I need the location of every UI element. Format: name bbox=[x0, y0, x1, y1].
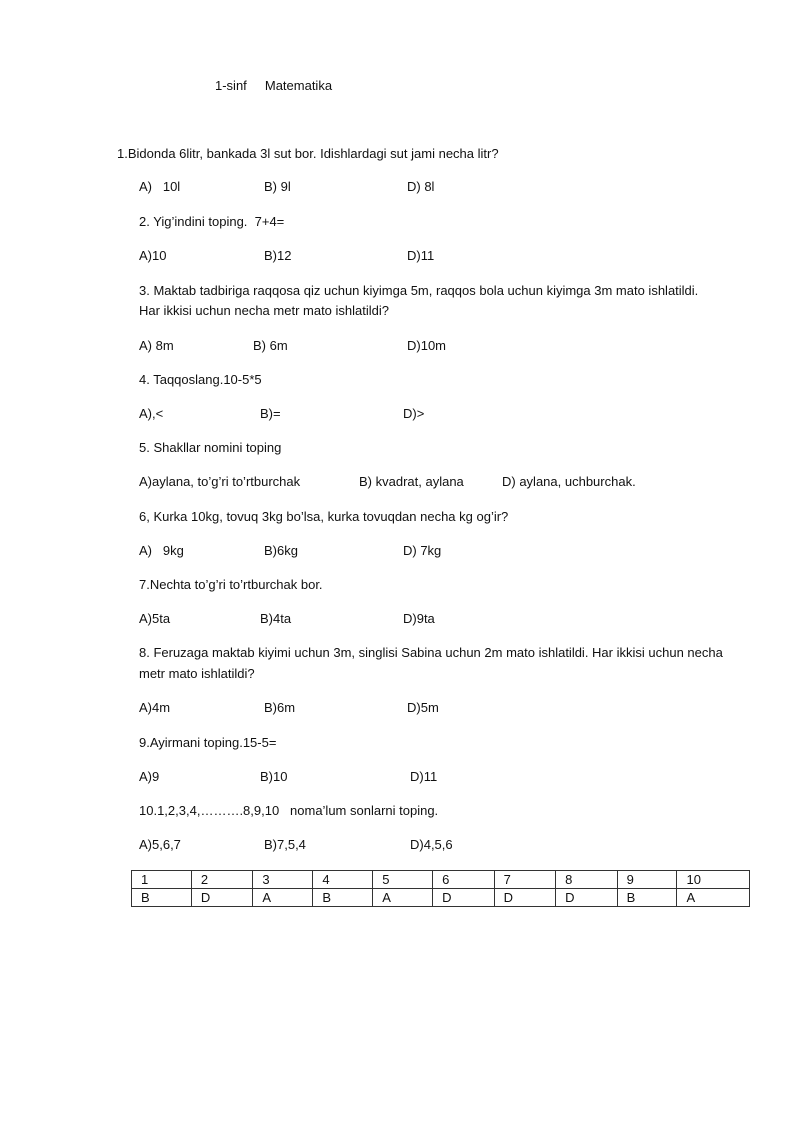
table-cell: B bbox=[132, 889, 192, 907]
table-cell: B bbox=[617, 889, 677, 907]
q2-option-d: D)11 bbox=[407, 248, 435, 263]
question-8-text-line-2: metr mato ishlatildi? bbox=[139, 666, 255, 681]
question-3-text-line-2: Har ikkisi uchun necha metr mato ishlatildi? bbox=[139, 303, 389, 318]
question-3-text-line-1: 3. Maktab tadbiriga raqqosa qiz uchun kiyimga 5m, raqqos bola uchun kiyimga 3m mato ishlatildi. bbox=[139, 283, 699, 298]
q6-option-b: B)6kg bbox=[264, 543, 298, 558]
table-cell: 7 bbox=[494, 871, 555, 889]
q9-option-b: B)10 bbox=[260, 769, 288, 784]
q10-option-b: B)7,5,4 bbox=[264, 837, 306, 852]
subject-label: Matematika bbox=[264, 78, 333, 93]
q4-option-b: B)= bbox=[260, 406, 281, 421]
q3-option-d: D)10m bbox=[407, 338, 447, 353]
table-cell: 8 bbox=[556, 871, 617, 889]
q2-option-a: A)10 bbox=[139, 248, 167, 263]
q9-option-d: D)11 bbox=[410, 769, 438, 784]
table-cell: 1 bbox=[132, 871, 192, 889]
q4-option-a: A),< bbox=[139, 406, 164, 421]
question-8-text-line-1: 8. Feruzaga maktab kiyimi uchun 3m, singlisi Sabina uchun 2m mato ishlatildi. Har ikkisi uchun necha bbox=[139, 645, 723, 660]
grade-label: 1-sinf bbox=[215, 78, 247, 93]
question-10-text: 10.1,2,3,4,……….8,9,10 noma’lum sonlarni toping. bbox=[139, 803, 439, 818]
q6-option-d: D) 7kg bbox=[403, 543, 442, 558]
question-9-text: 9.Ayirmani toping.15-5= bbox=[139, 735, 277, 750]
question-4-text: 4. Taqqoslang.10-5*5 bbox=[139, 372, 262, 387]
q1-option-a: A) 10l bbox=[139, 179, 181, 194]
table-cell: 9 bbox=[617, 871, 677, 889]
table-cell: A bbox=[253, 889, 313, 907]
answer-key-table bbox=[131, 870, 750, 907]
table-cell: 3 bbox=[253, 871, 313, 889]
q4-option-d: D)> bbox=[403, 406, 425, 421]
table-cell: B bbox=[313, 889, 373, 907]
q7-option-d: D)9ta bbox=[403, 611, 435, 626]
q5-option-d: D) aylana, uchburchak. bbox=[502, 474, 636, 489]
q8-option-d: D)5m bbox=[407, 700, 439, 715]
q8-option-b: B)6m bbox=[264, 700, 296, 715]
table-cell: 2 bbox=[191, 871, 252, 889]
question-2-text: 2. Yig’indini toping. 7+4= bbox=[139, 214, 285, 229]
q1-option-d: D) 8l bbox=[407, 179, 435, 194]
table-cell: A bbox=[677, 889, 750, 907]
table-cell: D bbox=[556, 889, 617, 907]
answer-key-numbers-row bbox=[132, 871, 750, 889]
table-cell: 5 bbox=[373, 871, 433, 889]
table-cell: 6 bbox=[433, 871, 494, 889]
table-cell: A bbox=[373, 889, 433, 907]
q2-option-b: B)12 bbox=[264, 248, 292, 263]
q7-option-a: A)5ta bbox=[139, 611, 171, 626]
q3-option-a: A) 8m bbox=[139, 338, 174, 353]
page-title bbox=[215, 78, 332, 93]
table-cell: D bbox=[494, 889, 555, 907]
q8-option-a: A)4m bbox=[139, 700, 171, 715]
question-1-text: 1.Bidonda 6litr, bankada 3l sut bor. Idishlardagi sut jami necha litr? bbox=[117, 146, 499, 161]
answer-key-answers-row bbox=[132, 889, 750, 907]
q7-option-b: B)4ta bbox=[260, 611, 292, 626]
table-cell: D bbox=[433, 889, 494, 907]
question-7-text: 7.Nechta to’g’ri to’rtburchak bor. bbox=[139, 577, 323, 592]
q5-option-b: B) kvadrat, aylana bbox=[359, 474, 464, 489]
q1-option-b: B) 9l bbox=[264, 179, 291, 194]
question-6-text: 6, Kurka 10kg, tovuq 3kg bo’lsa, kurka tovuqdan necha kg og’ir? bbox=[139, 509, 509, 524]
q3-option-b: B) 6m bbox=[253, 338, 288, 353]
question-5-text: 5. Shakllar nomini toping bbox=[139, 440, 282, 455]
q10-option-d: D)4,5,6 bbox=[410, 837, 453, 852]
q5-option-a: A)aylana, to’g’ri to’rtburchak bbox=[139, 474, 301, 489]
q6-option-a: A) 9kg bbox=[139, 543, 184, 558]
q10-option-a: A)5,6,7 bbox=[139, 837, 181, 852]
q9-option-a: A)9 bbox=[139, 769, 160, 784]
table-cell: 4 bbox=[313, 871, 373, 889]
table-cell: D bbox=[191, 889, 252, 907]
table-cell: 10 bbox=[677, 871, 750, 889]
